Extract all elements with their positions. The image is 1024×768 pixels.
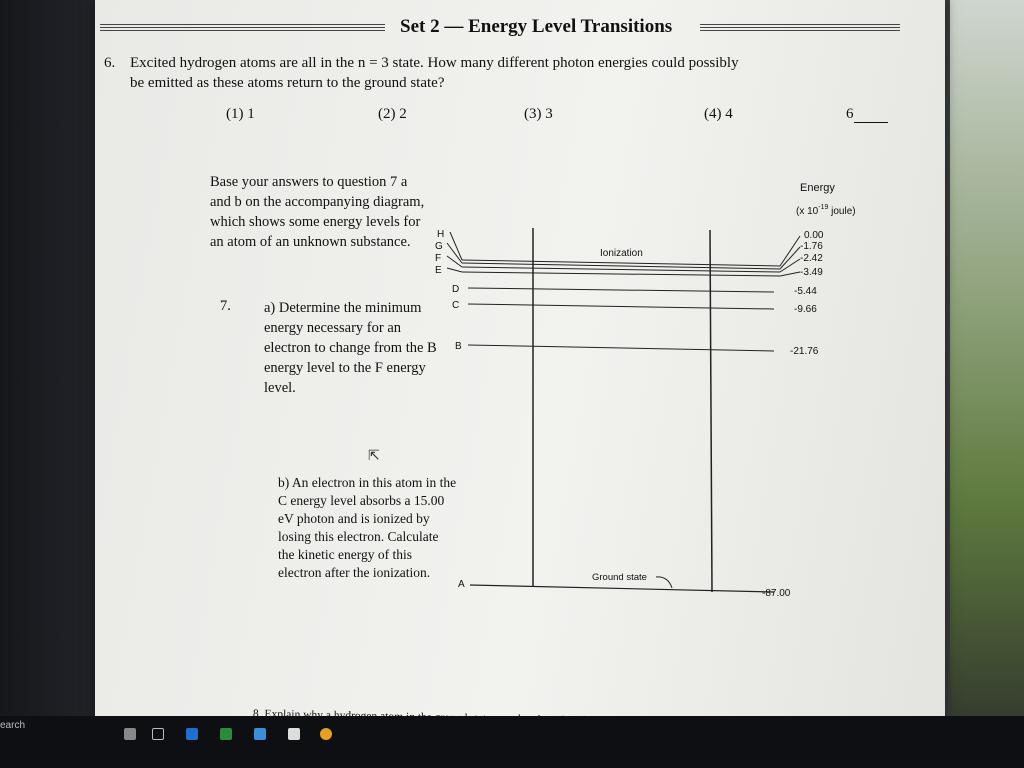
energy-unit-label: (x $10^{-19}$ joule) bbox=[796, 204, 856, 217]
level-value-a: -87.00 bbox=[762, 588, 791, 599]
ground-state-arrow-icon bbox=[656, 577, 672, 588]
question-7-number: 7. bbox=[220, 298, 231, 314]
level-line-a bbox=[470, 585, 774, 592]
level-letter-e: E bbox=[435, 265, 442, 276]
page-title: Set 2 — Energy Level Transitions bbox=[400, 16, 673, 37]
chrome-browser-icon[interactable] bbox=[320, 728, 332, 740]
mail-icon[interactable] bbox=[288, 728, 300, 740]
level-letter-f: F bbox=[435, 253, 442, 264]
question-6-text: Excited hydrogen atoms are all in the n = 3 state. How many different photon energies could possibly be emitted as these atoms return to the ground state? bbox=[130, 55, 739, 91]
level-line-b bbox=[468, 345, 774, 351]
transition-line-right bbox=[710, 230, 712, 592]
taskbar-search[interactable]: earch bbox=[0, 720, 26, 731]
level-line-e bbox=[462, 272, 780, 276]
level-letter-a: A bbox=[458, 579, 465, 590]
level-value-b: -21.76 bbox=[790, 346, 819, 357]
level-letter-b: B bbox=[455, 341, 462, 352]
ionization-label: Ionization bbox=[600, 248, 643, 259]
level-value-d: -5.44 bbox=[794, 286, 817, 297]
answer-6-label: 6 bbox=[846, 106, 854, 122]
ie-browser-icon[interactable] bbox=[254, 728, 266, 740]
fan-line-f bbox=[447, 256, 462, 267]
choice-1: (1) 1 bbox=[226, 106, 255, 122]
choice-4: (4) 4 bbox=[704, 106, 733, 122]
level-value-f: -2.42 bbox=[800, 253, 823, 264]
task-view-icon[interactable] bbox=[152, 728, 164, 740]
level-value-g: -1.76 bbox=[800, 241, 823, 252]
store-icon[interactable] bbox=[220, 728, 232, 740]
microphone-icon[interactable] bbox=[124, 728, 136, 740]
fan-line-e bbox=[447, 268, 462, 272]
question-7a: a) Determine the minimum energy necessary for an electron to change from the B energy level to the F energy level. bbox=[264, 300, 437, 396]
mouse-pointer-icon: ⇱ bbox=[368, 449, 380, 464]
level-line-d bbox=[468, 288, 774, 292]
question-7b: b) An electron in this atom in the C energy level absorbs a 15.00 eV photon and is ionized by losing this electron. Calculate the kinetic energy of this electron after the ionization. bbox=[278, 475, 457, 580]
taskbar bbox=[0, 716, 1024, 768]
level-letter-h: H bbox=[437, 229, 445, 240]
level-letter-d: D bbox=[452, 284, 460, 295]
choice-2: (2) 2 bbox=[378, 106, 407, 122]
level-letter-g: G bbox=[435, 241, 443, 252]
edge-browser-icon[interactable] bbox=[186, 728, 198, 740]
energy-axis-label: Energy bbox=[800, 182, 835, 194]
level-value-e: -3.49 bbox=[800, 267, 823, 278]
base-instructions: Base your answers to question 7 a and b on the accompanying diagram, which shows some energy levels for an atom of an unknown substance. bbox=[210, 174, 425, 250]
level-value-h: 0.00 bbox=[804, 230, 824, 241]
level-line-h bbox=[462, 260, 780, 266]
fan-line-g bbox=[447, 243, 462, 263]
ground-state-label: Ground state bbox=[592, 572, 647, 583]
choice-3: (3) 3 bbox=[524, 106, 553, 122]
level-letter-c: C bbox=[452, 300, 460, 311]
level-line-c bbox=[468, 304, 774, 309]
level-value-c: -9.66 bbox=[794, 304, 817, 315]
question-6-number: 6. bbox=[104, 55, 116, 71]
fan-line-value-e bbox=[780, 272, 800, 276]
